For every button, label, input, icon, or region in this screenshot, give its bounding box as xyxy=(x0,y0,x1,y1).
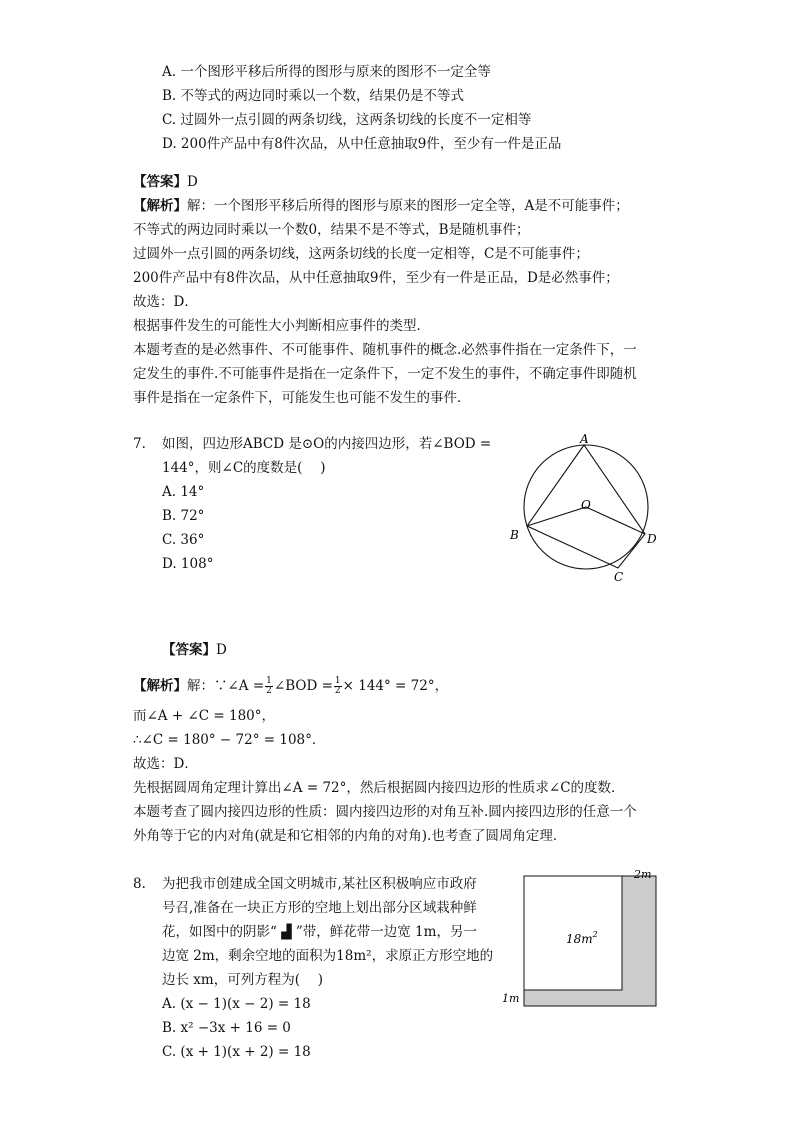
q6-analysis-line-1 xyxy=(133,196,629,216)
q6-analysis-line-2: 不等式的两边同时乘以一个数0，结果不是不等式，B是随机事件； xyxy=(133,222,530,238)
q7-frac-den-1: 2 xyxy=(266,686,272,696)
q7-analysis-line-4: 故选：D． xyxy=(133,756,198,772)
q8-label-top-width: 2m xyxy=(634,868,652,881)
q7-number: 7. xyxy=(133,436,146,452)
q7-analysis-line-5: 先根据圆周角定理计算出∠A = 72°，然后根据圆内接四边形的性质求∠C的度数． xyxy=(133,780,625,796)
q7-formula-post: × 144° = 72°， xyxy=(342,678,449,694)
q6-analysis-label: 【解析】 xyxy=(133,198,187,214)
q7-frac-num-1: 1 xyxy=(266,676,272,686)
q7-option-b: B. 72° xyxy=(162,508,205,524)
q8-stem-line-4: 边宽 2m，剩余空地的面积为18m²，求原正方形空地的 xyxy=(162,948,494,964)
q8-label-bottom-width: 1m xyxy=(502,992,520,1005)
q8-area-sup: 2 xyxy=(592,930,598,939)
q6-option-c: C. 过圆外一点引圆的两条切线，这两条切线的长度不一定相等 xyxy=(162,112,532,128)
q6-analysis-line-8: 定发生的事件.不可能事件是指在一定条件下，一定不发生的事件，不确定事件即随机 xyxy=(133,366,637,382)
q7-label-d: D xyxy=(647,532,657,546)
q7-label-c: C xyxy=(614,570,624,584)
q8-area-text: 18m xyxy=(566,932,593,946)
q7-answer xyxy=(162,640,227,660)
q6-answer-label: 【答案】 xyxy=(133,174,187,190)
q7-analysis-line-3: ∴∠C = 180° − 72° = 108°． xyxy=(133,732,326,748)
q8-option-c: C. (x + 1)(x + 2) = 18 xyxy=(162,1044,311,1060)
q7-option-c: C. 36° xyxy=(162,532,205,548)
q8-option-b: B. x² −3x + 16 = 0 xyxy=(162,1020,291,1036)
q7-label-b: B xyxy=(510,528,519,542)
q6-analysis-text: 解：一个图形平移后所得的图形与原来的图形一定全等，A是不可能事件； xyxy=(187,198,629,214)
q7-analysis-formula xyxy=(133,674,448,698)
q7-stem-line-1: 如图，四边形ABCD 是⊙O的内接四边形，若∠BOD = xyxy=(162,436,492,452)
q7-label-a: A xyxy=(580,432,589,446)
q7-stem-line-2: 144°，则∠C的度数是( ) xyxy=(162,460,326,476)
q7-frac-num-2: 1 xyxy=(334,676,341,686)
q8-option-a: A. (x − 1)(x − 2) = 18 xyxy=(162,996,311,1012)
q6-analysis-line-3: 过圆外一点引圆的两条切线，这两条切线的长度一定相等，C是不可能事件； xyxy=(133,246,589,262)
q6-analysis-line-4: 200件产品中有8件次品，从中任意抽取9件，至少有一件是正品，D是必然事件； xyxy=(133,270,619,286)
q8-stem-line-5: 边长 xm，可列方程为( ) xyxy=(162,972,324,988)
q6-option-d: D. 200件产品中有8件次品，从中任意抽取9件，至少有一件是正品 xyxy=(162,136,562,152)
q6-option-b: B. 不等式的两边同时乘以一个数，结果仍是不等式 xyxy=(162,88,465,104)
q7-circle-figure xyxy=(500,425,670,590)
q7-analysis-line-6: 本题考查了圆内接四边形的性质：圆内接四边形的对角互补.圆内接四边形的任意一个 xyxy=(133,804,637,820)
q6-analysis-line-9: 事件是指在一定条件下，可能发生也可能不发生的事件． xyxy=(133,390,471,406)
q6-option-a: A. 一个图形平移后所得的图形与原来的图形不一定全等 xyxy=(162,64,491,80)
q7-frac-den-2: 2 xyxy=(334,686,341,696)
q7-answer-value: D xyxy=(216,642,227,658)
q6-analysis-line-6: 根据事件发生的可能性大小判断相应事件的类型． xyxy=(133,318,430,334)
q7-label-o: O xyxy=(581,498,591,512)
q8-stem-line-3: 花，如图中的阴影“ ▟ ”带，鲜花带一边宽 1m，另一 xyxy=(162,924,477,940)
q7-answer-label: 【答案】 xyxy=(162,642,216,658)
q7-formula-pre: 解：∵∠A = xyxy=(187,678,265,694)
q8-square-figure xyxy=(500,868,670,1013)
q8-stem-line-2: 号召,准备在一块正方形的空地上划出部分区域栽种鲜 xyxy=(162,900,477,916)
q7-option-d: D. 108° xyxy=(162,556,214,572)
q8-number: 8. xyxy=(133,876,146,892)
q6-analysis-line-5: 故选：D． xyxy=(133,294,198,310)
q7-analysis-label: 【解析】 xyxy=(133,678,187,694)
q7-option-a: A. 14° xyxy=(162,484,205,500)
q8-stem-line-1: 为把我市创建成全国文明城市,某社区积极响应市政府 xyxy=(162,876,477,892)
q6-answer-value: D xyxy=(187,174,198,190)
q7-fraction-half-1 xyxy=(265,677,273,696)
q7-formula-mid: ∠BOD = xyxy=(273,678,333,694)
q6-analysis-line-7: 本题考查的是必然事件、不可能事件、随机事件的概念.必然事件指在一定条件下，一 xyxy=(133,342,637,358)
q6-answer xyxy=(133,172,198,192)
q7-analysis-line-2: 而∠A + ∠C = 180°， xyxy=(133,708,276,724)
q7-analysis-line-7: 外角等于它的内对角(就是和它相邻的内角的对角).也考查了圆周角定理． xyxy=(133,828,567,844)
q7-fraction-half-2 xyxy=(334,677,342,696)
